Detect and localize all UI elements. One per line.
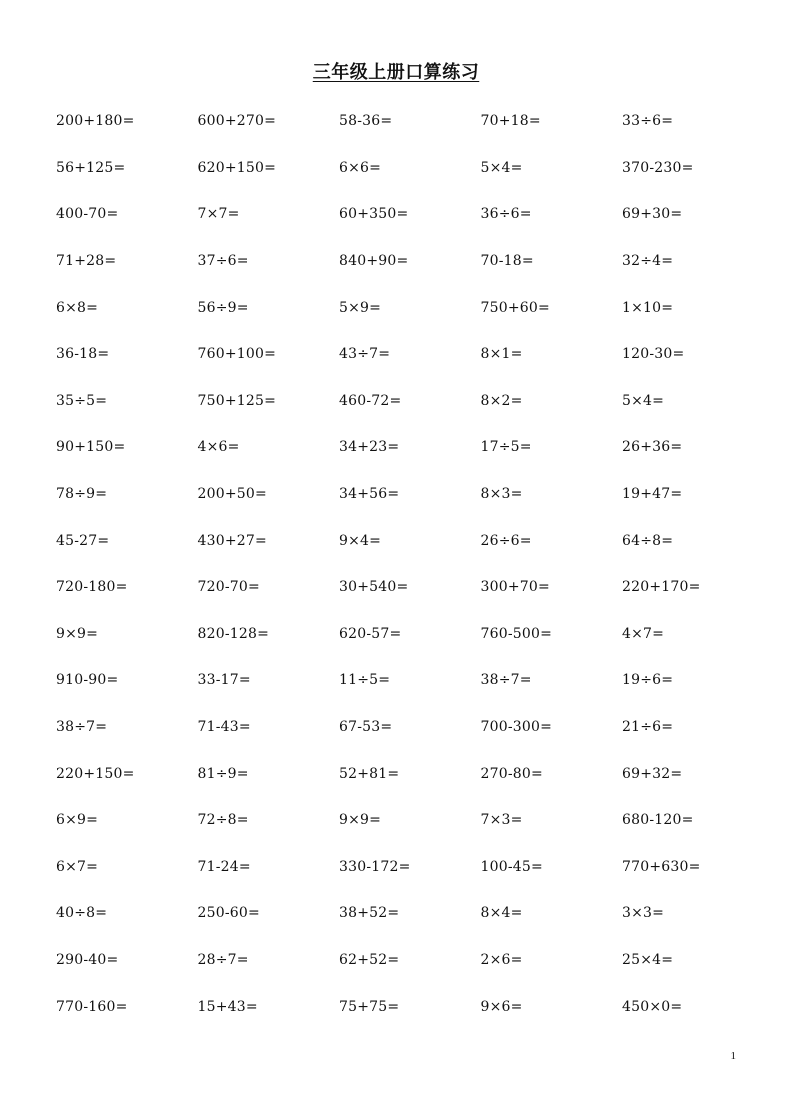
problem-row bbox=[56, 517, 766, 564]
arithmetic-problem: 9×4= bbox=[339, 532, 382, 549]
arithmetic-problem: 820-128= bbox=[197, 625, 270, 642]
problem-row bbox=[56, 844, 766, 891]
arithmetic-problem: 5×9= bbox=[339, 299, 382, 316]
problem-row bbox=[56, 424, 766, 471]
arithmetic-problem: 620+150= bbox=[197, 159, 277, 176]
problem-row bbox=[56, 284, 766, 331]
arithmetic-problem: 840+90= bbox=[339, 253, 409, 270]
arithmetic-problem: 17÷5= bbox=[480, 439, 532, 456]
arithmetic-problem: 70-18= bbox=[480, 253, 534, 270]
arithmetic-problem: 200+180= bbox=[56, 113, 135, 130]
arithmetic-problem: 3×3= bbox=[622, 905, 665, 922]
arithmetic-problem: 56+125= bbox=[56, 159, 126, 176]
arithmetic-problem: 78÷9= bbox=[56, 486, 108, 503]
problem-row bbox=[56, 331, 766, 378]
arithmetic-problem: 26+36= bbox=[622, 439, 683, 456]
arithmetic-problem: 9×9= bbox=[56, 625, 99, 642]
arithmetic-problem: 7×3= bbox=[480, 812, 523, 829]
arithmetic-problem: 720-180= bbox=[56, 579, 128, 596]
arithmetic-problem: 460-72= bbox=[339, 392, 402, 409]
arithmetic-problem: 770-160= bbox=[56, 998, 128, 1015]
arithmetic-problem: 71-43= bbox=[197, 719, 251, 736]
arithmetic-problem: 5×4= bbox=[480, 159, 523, 176]
arithmetic-problem: 75+75= bbox=[339, 998, 400, 1015]
arithmetic-problem: 60+350= bbox=[339, 206, 409, 223]
arithmetic-problem: 35÷5= bbox=[56, 392, 108, 409]
arithmetic-problem: 2×6= bbox=[480, 951, 523, 968]
arithmetic-problem: 9×9= bbox=[339, 812, 382, 829]
arithmetic-problem: 400-70= bbox=[56, 206, 119, 223]
arithmetic-problem: 37÷6= bbox=[197, 253, 249, 270]
arithmetic-problem: 370-230= bbox=[622, 159, 694, 176]
arithmetic-problem: 720-70= bbox=[197, 579, 260, 596]
arithmetic-problem: 38÷7= bbox=[480, 672, 532, 689]
arithmetic-problem: 6×6= bbox=[339, 159, 382, 176]
arithmetic-problem: 64÷8= bbox=[622, 532, 674, 549]
arithmetic-problem: 4×6= bbox=[197, 439, 240, 456]
arithmetic-problem: 28÷7= bbox=[197, 951, 249, 968]
arithmetic-problem: 72÷8= bbox=[197, 812, 249, 829]
arithmetic-problem: 290-40= bbox=[56, 951, 119, 968]
arithmetic-problem: 100-45= bbox=[480, 858, 543, 875]
problem-row bbox=[56, 983, 766, 1030]
arithmetic-problem: 38+52= bbox=[339, 905, 400, 922]
arithmetic-problem: 34+23= bbox=[339, 439, 400, 456]
arithmetic-problem: 600+270= bbox=[197, 113, 277, 130]
arithmetic-problem: 69+30= bbox=[622, 206, 683, 223]
problem-row bbox=[56, 611, 766, 658]
arithmetic-problem: 90+150= bbox=[56, 439, 126, 456]
arithmetic-problem: 67-53= bbox=[339, 719, 393, 736]
problem-row bbox=[56, 797, 766, 844]
arithmetic-problem: 120-30= bbox=[622, 346, 685, 363]
arithmetic-problem: 750+125= bbox=[197, 392, 277, 409]
problem-row bbox=[56, 657, 766, 704]
arithmetic-problem: 58-36= bbox=[339, 113, 393, 130]
problem-row bbox=[56, 145, 766, 192]
problem-row bbox=[56, 191, 766, 238]
arithmetic-problem: 770+630= bbox=[622, 858, 701, 875]
problem-row bbox=[56, 471, 766, 518]
arithmetic-problem: 33-17= bbox=[197, 672, 251, 689]
arithmetic-problem: 1×10= bbox=[622, 299, 674, 316]
arithmetic-problem: 750+60= bbox=[480, 299, 550, 316]
arithmetic-problem: 680-120= bbox=[622, 812, 694, 829]
arithmetic-problem: 36÷6= bbox=[480, 206, 532, 223]
arithmetic-problem: 36-18= bbox=[56, 346, 110, 363]
problem-row bbox=[56, 890, 766, 937]
arithmetic-problem: 45-27= bbox=[56, 532, 110, 549]
arithmetic-problem: 33÷6= bbox=[622, 113, 674, 130]
arithmetic-problem: 300+70= bbox=[480, 579, 550, 596]
arithmetic-problem: 15+43= bbox=[197, 998, 258, 1015]
arithmetic-problem: 200+50= bbox=[197, 486, 267, 503]
arithmetic-problem: 250-60= bbox=[197, 905, 260, 922]
arithmetic-problem: 6×7= bbox=[56, 858, 99, 875]
arithmetic-problem: 71+28= bbox=[56, 253, 117, 270]
arithmetic-problem: 220+150= bbox=[56, 765, 135, 782]
arithmetic-problem: 760-500= bbox=[480, 625, 553, 642]
arithmetic-problem: 81÷9= bbox=[197, 765, 249, 782]
arithmetic-problem: 43÷7= bbox=[339, 346, 391, 363]
arithmetic-problem: 450×0= bbox=[622, 998, 683, 1015]
page-title: 三年级上册口算练习 bbox=[312, 62, 480, 83]
arithmetic-problem: 6×8= bbox=[56, 299, 99, 316]
arithmetic-problem: 700-300= bbox=[480, 719, 553, 736]
arithmetic-problem: 19÷6= bbox=[622, 672, 674, 689]
arithmetic-problem: 52+81= bbox=[339, 765, 400, 782]
arithmetic-problem: 9×6= bbox=[480, 998, 523, 1015]
problem-row bbox=[56, 98, 766, 145]
arithmetic-problem: 32÷4= bbox=[622, 253, 674, 270]
arithmetic-problem: 38÷7= bbox=[56, 719, 108, 736]
problem-row bbox=[56, 750, 766, 797]
arithmetic-problem: 430+27= bbox=[197, 532, 267, 549]
arithmetic-problem: 620-57= bbox=[339, 625, 402, 642]
arithmetic-problem: 40÷8= bbox=[56, 905, 108, 922]
arithmetic-problem: 8×1= bbox=[480, 346, 523, 363]
arithmetic-problem: 71-24= bbox=[197, 858, 251, 875]
arithmetic-problem: 6×9= bbox=[56, 812, 99, 829]
problem-row bbox=[56, 564, 766, 611]
arithmetic-problem: 70+18= bbox=[480, 113, 541, 130]
arithmetic-problem: 760+100= bbox=[197, 346, 277, 363]
arithmetic-problem: 5×4= bbox=[622, 392, 665, 409]
arithmetic-problem: 25×4= bbox=[622, 951, 674, 968]
arithmetic-problem: 26÷6= bbox=[480, 532, 532, 549]
arithmetic-problem: 62+52= bbox=[339, 951, 400, 968]
arithmetic-problem: 330-172= bbox=[339, 858, 411, 875]
problem-row bbox=[56, 704, 766, 751]
arithmetic-problem: 8×2= bbox=[480, 392, 523, 409]
arithmetic-problem: 220+170= bbox=[622, 579, 701, 596]
arithmetic-problem: 19+47= bbox=[622, 486, 683, 503]
arithmetic-problem: 910-90= bbox=[56, 672, 119, 689]
arithmetic-problem: 21÷6= bbox=[622, 719, 674, 736]
page-number: 1 bbox=[730, 1050, 736, 1062]
arithmetic-problem: 30+540= bbox=[339, 579, 409, 596]
arithmetic-problem: 4×7= bbox=[622, 625, 665, 642]
arithmetic-problem: 7×7= bbox=[197, 206, 240, 223]
arithmetic-problem: 8×4= bbox=[480, 905, 523, 922]
arithmetic-problem: 69+32= bbox=[622, 765, 683, 782]
arithmetic-problem: 56÷9= bbox=[197, 299, 249, 316]
arithmetic-problem: 11÷5= bbox=[339, 672, 391, 689]
arithmetic-problem: 34+56= bbox=[339, 486, 400, 503]
arithmetic-problem: 270-80= bbox=[480, 765, 543, 782]
problem-grid bbox=[56, 98, 766, 1030]
problem-row bbox=[56, 378, 766, 425]
problem-row bbox=[56, 238, 766, 285]
arithmetic-problem: 8×3= bbox=[480, 486, 523, 503]
problem-row bbox=[56, 937, 766, 984]
